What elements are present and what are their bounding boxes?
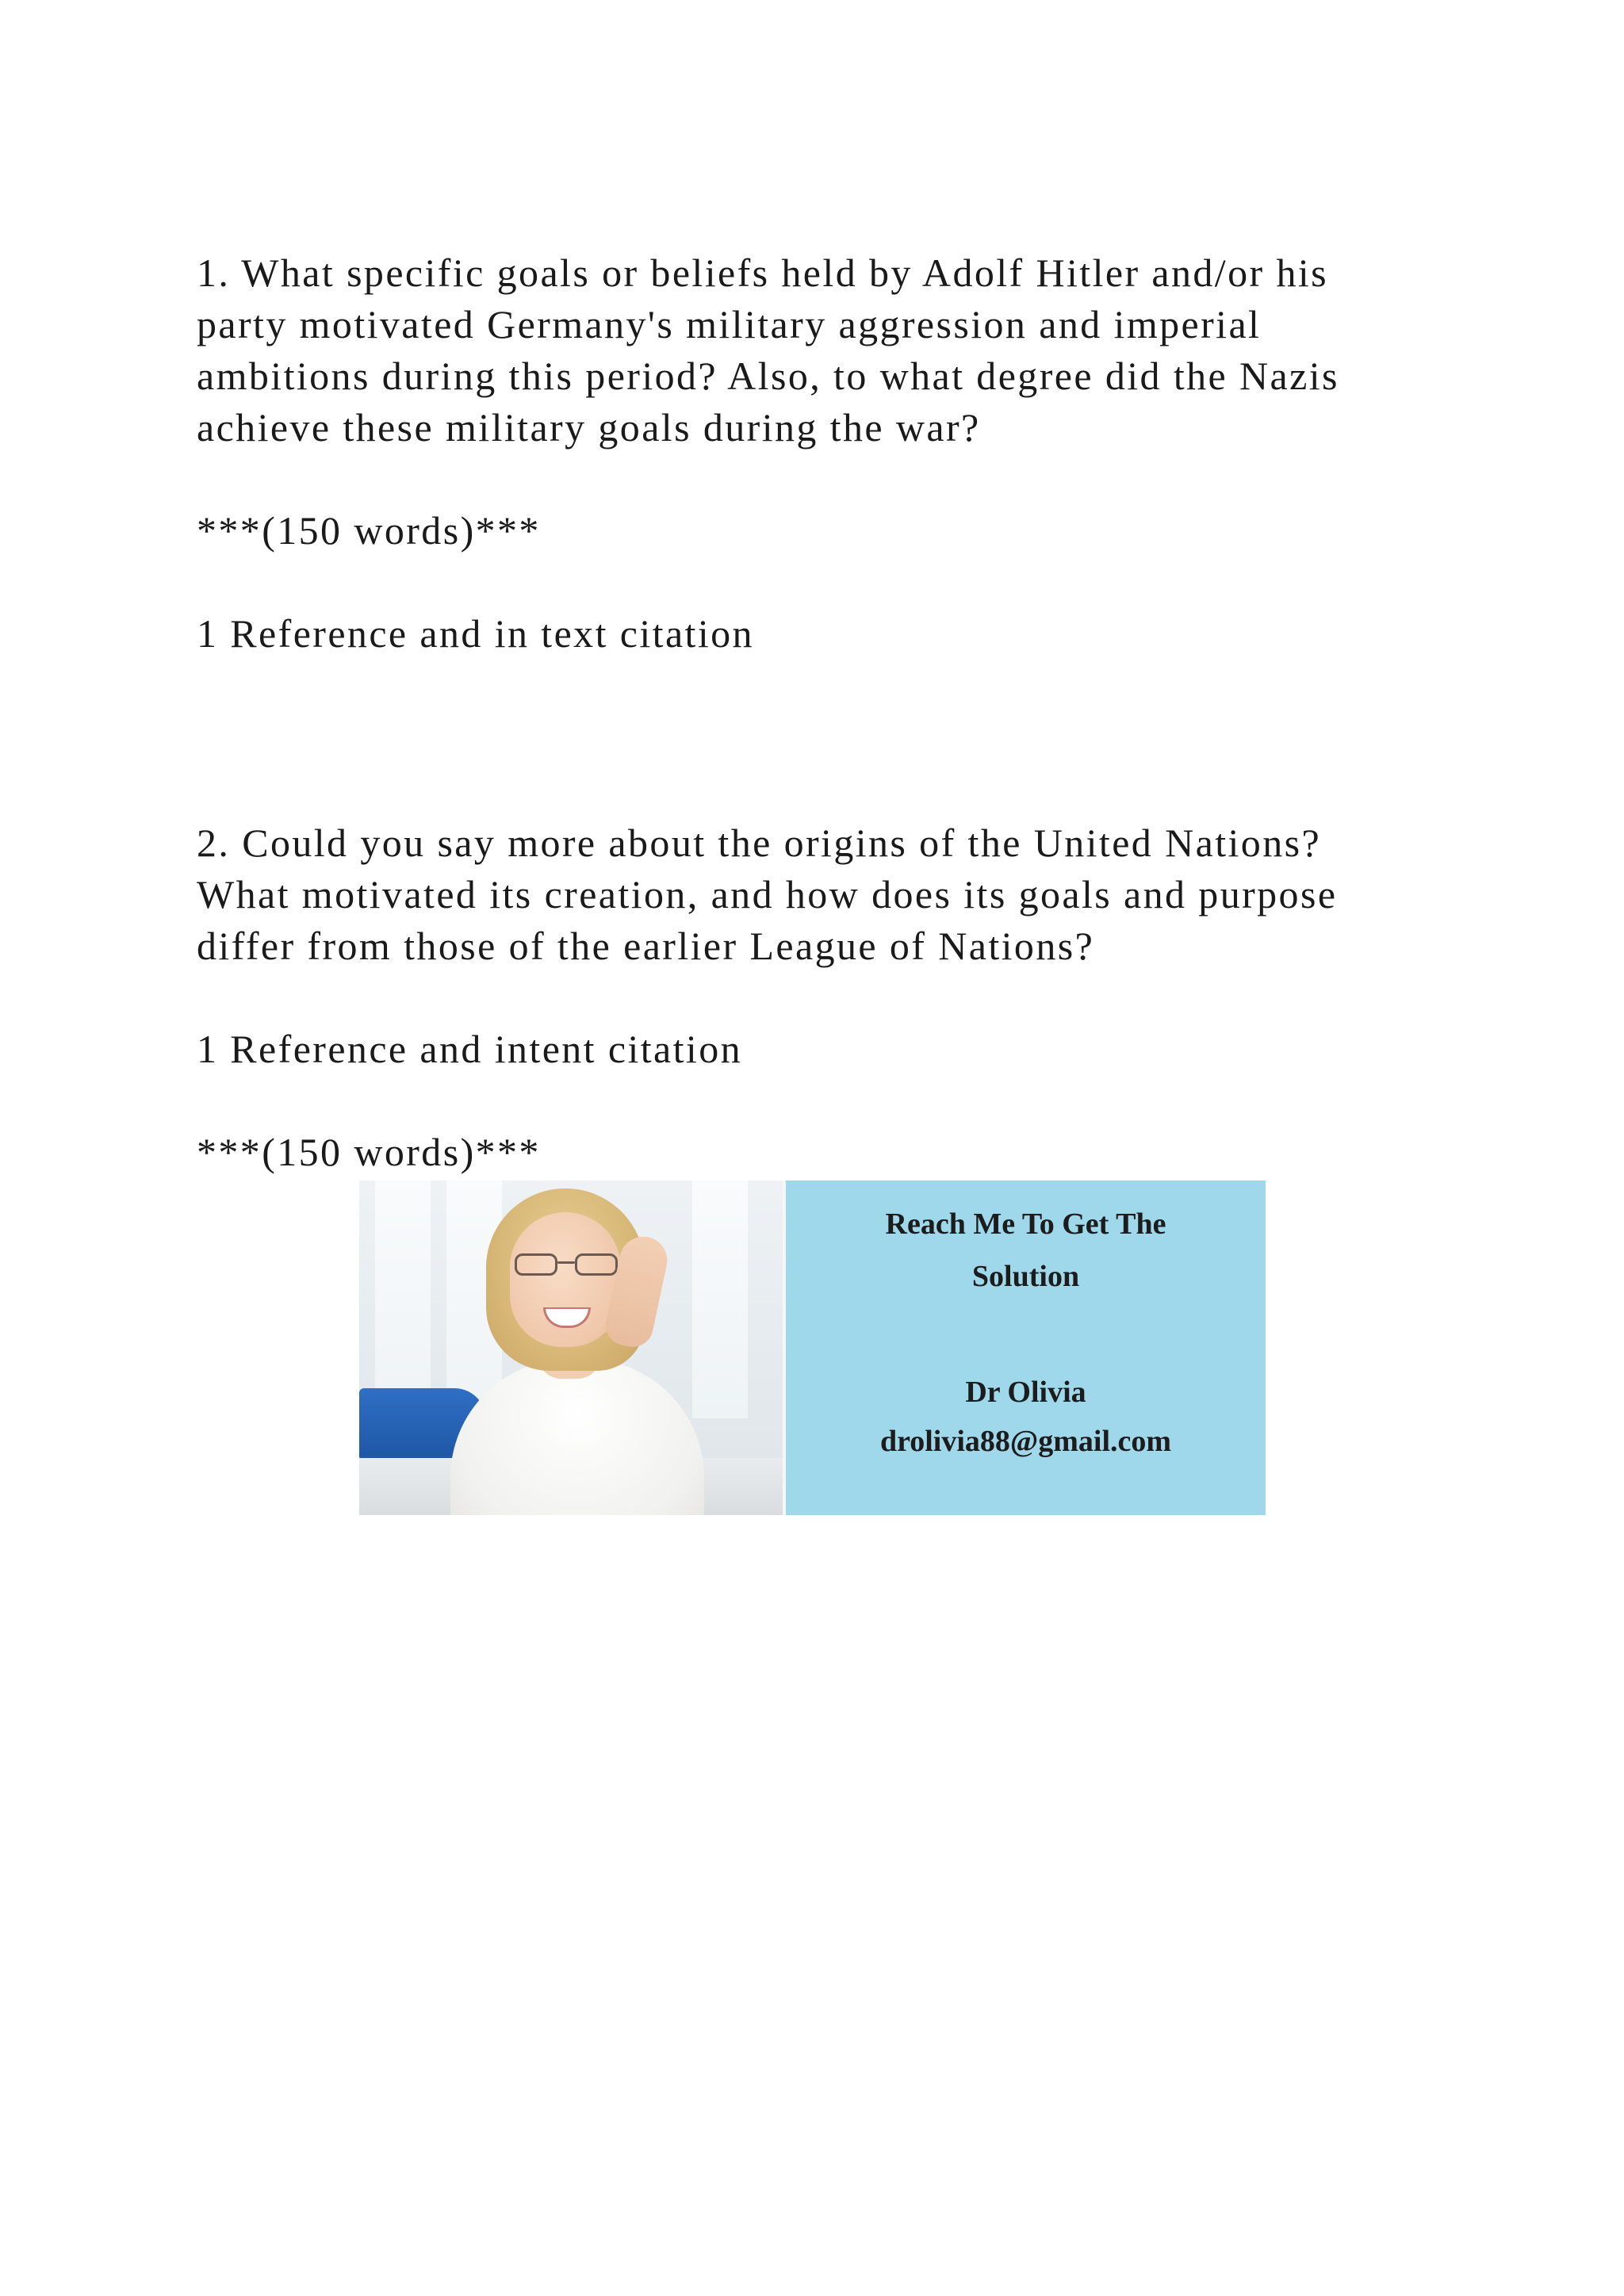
question1-line-1: 1. What specific goals or beliefs held by Adolf Hitler and/or his [197, 251, 1328, 295]
question2-line-3: differ from those of the earlier League of Nations? [197, 924, 1095, 968]
question2-reference: 1 Reference and intent citation [197, 1027, 743, 1071]
question2-line-2: What motivated its creation, and how does its goals and purpose [197, 872, 1338, 916]
question1-reference: 1 Reference and in text citation [197, 611, 754, 656]
banner-headline: Reach Me To Get The [885, 1207, 1166, 1241]
woman-photo [359, 1181, 786, 1515]
question2-line-1: 2. Could you say more about the origins of the United Nations? [197, 821, 1322, 865]
question1-word-count: ***(150 words)*** [197, 508, 541, 553]
question2-word-count: ***(150 words)*** [197, 1130, 541, 1174]
contact-banner [359, 1181, 1266, 1515]
contact-info-panel [786, 1181, 1266, 1515]
contact-name: Dr Olivia [965, 1376, 1086, 1409]
contact-email[interactable]: drolivia88@gmail.com [879, 1425, 1172, 1458]
banner-headline-2: Solution [971, 1260, 1080, 1293]
question1-line-4: achieve these military goals during the war? [197, 405, 981, 450]
glasses-icon [515, 1253, 619, 1277]
background-window [692, 1181, 748, 1418]
question1-line-3: ambitions during this period? Also, to what degree did the Nazis [197, 354, 1339, 398]
background-window [375, 1181, 431, 1418]
question1-line-2: party motivated Germany's military aggression and imperial [197, 302, 1262, 346]
